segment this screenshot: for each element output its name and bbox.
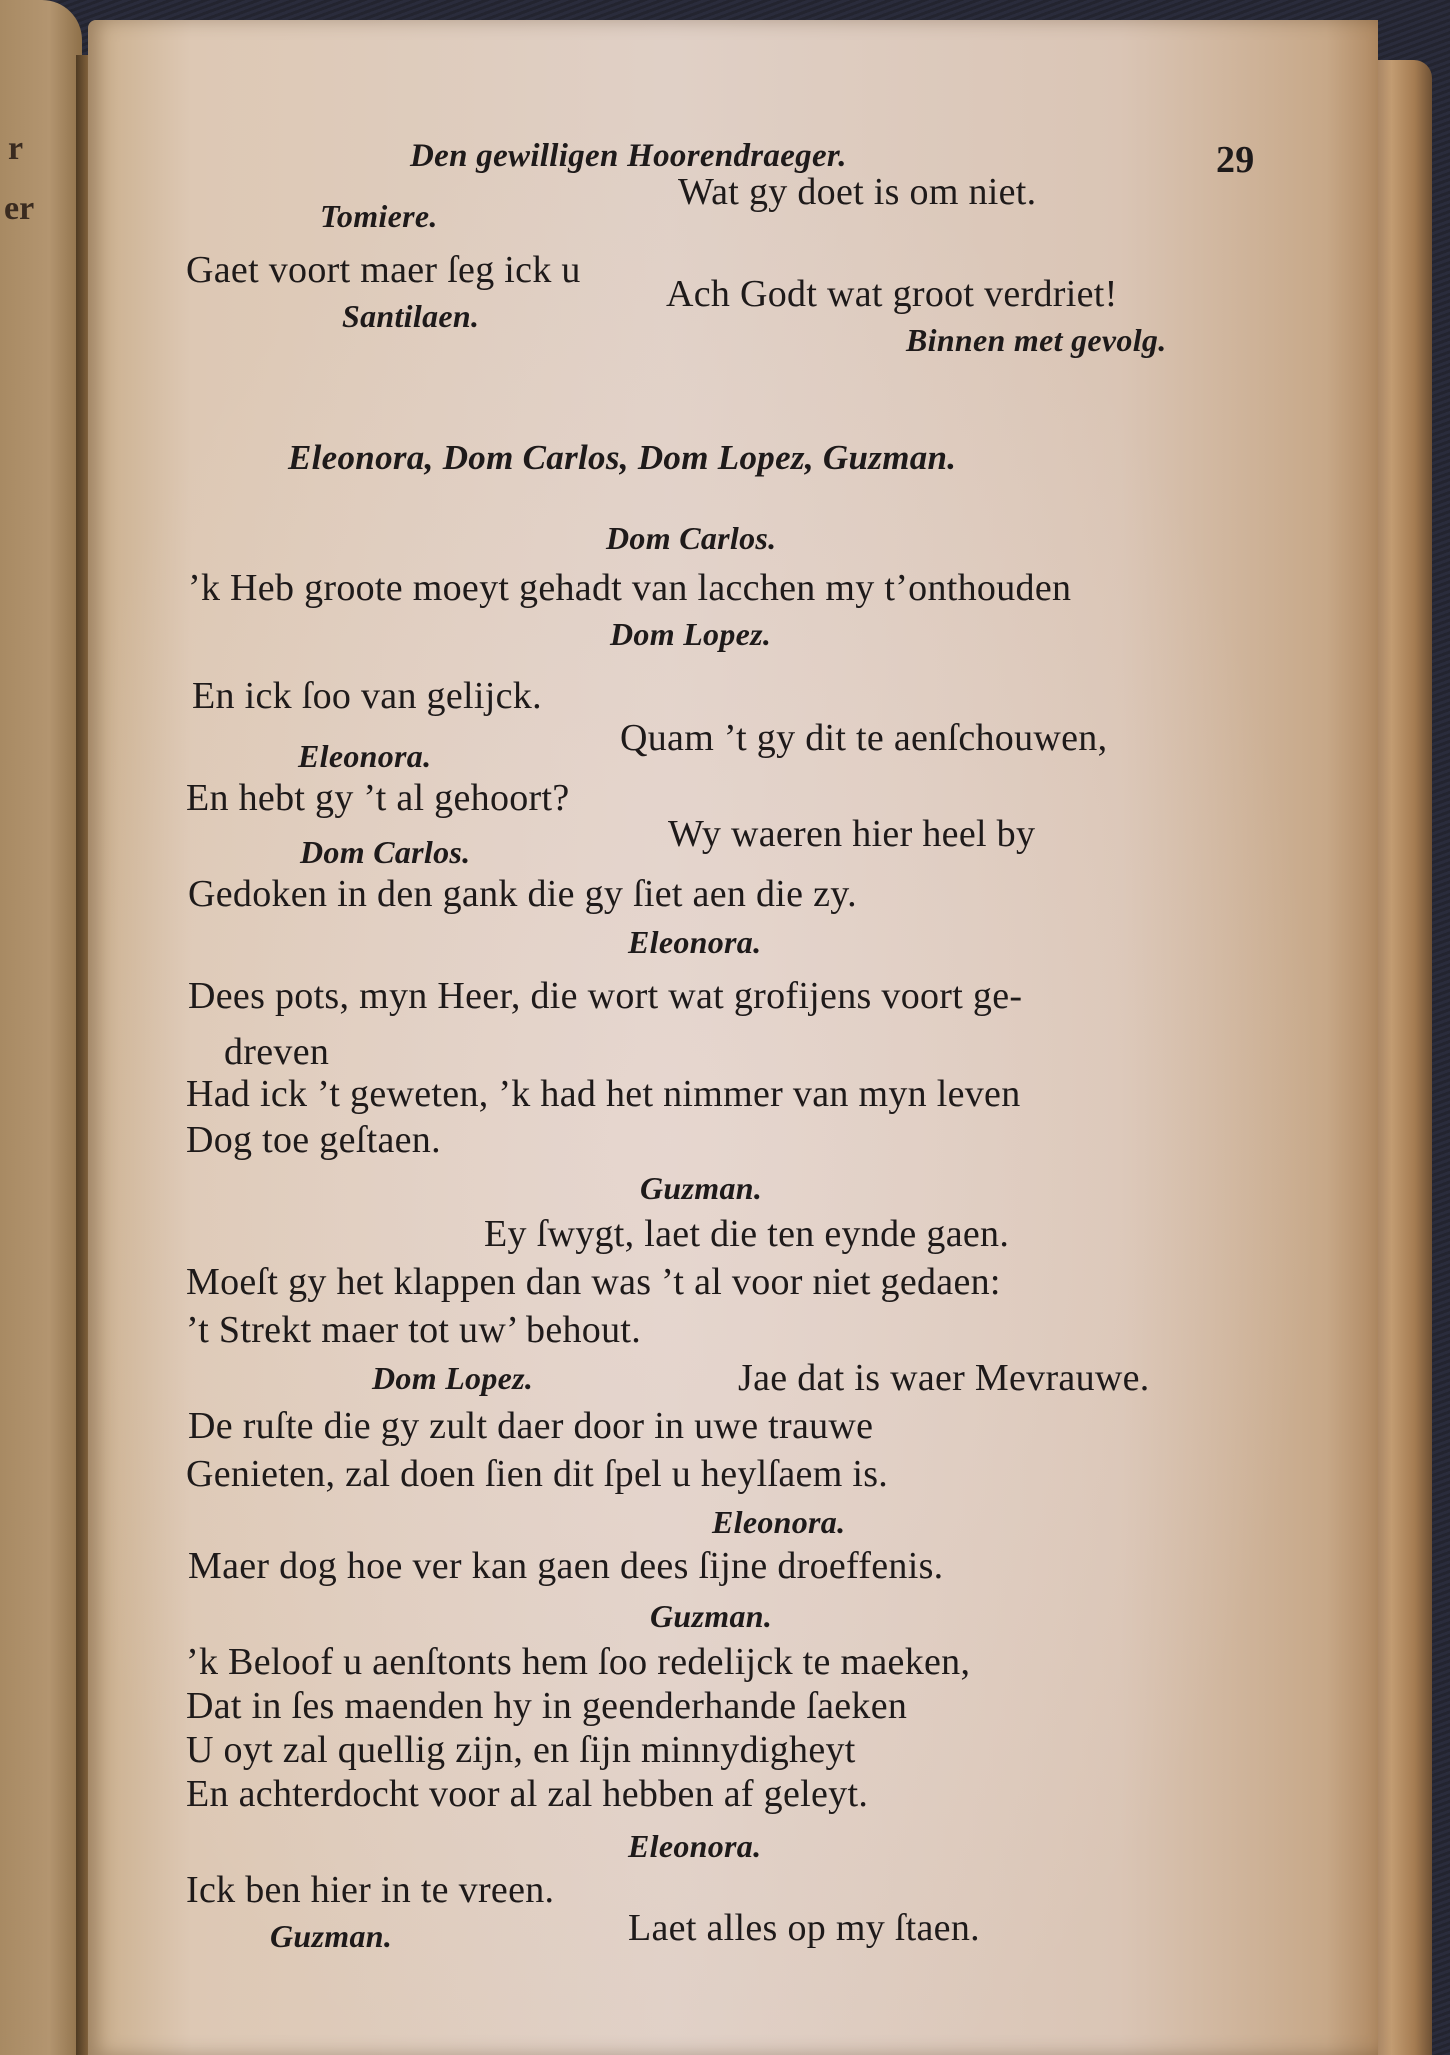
speaker-name: Dom Lopez.	[610, 616, 772, 652]
verse-line: Dog toe geſtaen.	[186, 1119, 441, 1161]
page-edges	[1374, 60, 1432, 2055]
verse-line: Wy waeren hier heel by	[668, 813, 1036, 855]
book-page	[88, 20, 1378, 2055]
verse-line: Ach Godt wat groot verdriet!	[666, 273, 1118, 315]
speaker-name: Santilaen.	[342, 298, 480, 334]
verse-line: ’k Beloof u aenſtonts hem ſoo redelijck te maeken,	[186, 1641, 971, 1683]
verse-line: U oyt zal quellig zijn, en ſijn minnydigheyt	[186, 1729, 856, 1771]
verse-line: Ey ſwygt, laet die ten eynde gaen.	[484, 1213, 1010, 1255]
verse-line: ’t Strekt maer tot uw’ behout.	[186, 1309, 642, 1351]
verse-line: dreven	[224, 1031, 330, 1073]
verse-line: Moeſt gy het klappen dan was ’t al voor niet gedaen:	[186, 1261, 1001, 1303]
left-page-fragment: r	[8, 130, 24, 167]
speaker-name: Eleonora.	[298, 738, 432, 774]
page-number: 29	[1216, 139, 1255, 181]
left-page-fragment: er	[4, 190, 35, 227]
verse-line: Quam ’t gy dit te aenſchouwen,	[620, 717, 1108, 759]
running-header-title: Den gewilligen Hoorendraeger.	[410, 138, 847, 174]
verse-line: Jae dat is waer Mevrauwe.	[738, 1357, 1150, 1399]
stage-direction: Binnen met gevolg.	[906, 322, 1167, 358]
verse-line: Dat in ſes maenden hy in geenderhande ſaeken	[186, 1685, 908, 1727]
verse-line: En hebt gy ’t al gehoort?	[186, 777, 570, 819]
verse-line: Gaet voort maer ſeg ick u	[186, 249, 581, 291]
speaker-name: Tomiere.	[320, 198, 438, 234]
verse-line: En achterdocht voor al zal hebben af geleyt.	[186, 1773, 869, 1815]
speaker-name: Eleonora.	[628, 1828, 762, 1864]
speaker-name: Guzman.	[270, 1918, 393, 1954]
verse-line: Had ick ’t geweten, ’k had het nimmer van myn leven	[186, 1073, 1021, 1115]
speaker-name: Eleonora.	[712, 1504, 846, 1540]
verse-line: Wat gy doet is om niet.	[678, 171, 1037, 213]
speaker-name: Guzman.	[640, 1170, 763, 1206]
verse-line: Ick ben hier in te vreen.	[186, 1869, 555, 1911]
speaker-name: Dom Carlos.	[300, 834, 471, 870]
speaker-name: Guzman.	[650, 1598, 773, 1634]
verse-line: De ruſte die gy zult daer door in uwe trauwe	[188, 1405, 874, 1447]
verse-line: ’k Heb groote moeyt gehadt van lacchen my t’onthouden	[188, 567, 1072, 609]
speaker-name: Dom Lopez.	[372, 1360, 534, 1396]
left-page-edge	[0, 0, 82, 2055]
speaker-name: Dom Carlos.	[606, 520, 777, 556]
verse-line: Maer dog hoe ver kan gaen dees ſijne droeffenis.	[188, 1545, 944, 1587]
verse-line: Laet alles op my ſtaen.	[628, 1907, 980, 1949]
verse-line: Genieten, zal doen ſien dit ſpel u heylſaem is.	[186, 1453, 889, 1495]
verse-line: Gedoken in den gank die gy ſiet aen die zy.	[188, 873, 857, 915]
cast-list: Eleonora, Dom Carlos, Dom Lopez, Guzman.	[288, 438, 957, 477]
verse-line: Dees pots, myn Heer, die wort wat grofijens voort ge-	[188, 975, 1023, 1017]
speaker-name: Eleonora.	[628, 924, 762, 960]
verse-line: En ick ſoo van gelijck.	[192, 675, 542, 717]
